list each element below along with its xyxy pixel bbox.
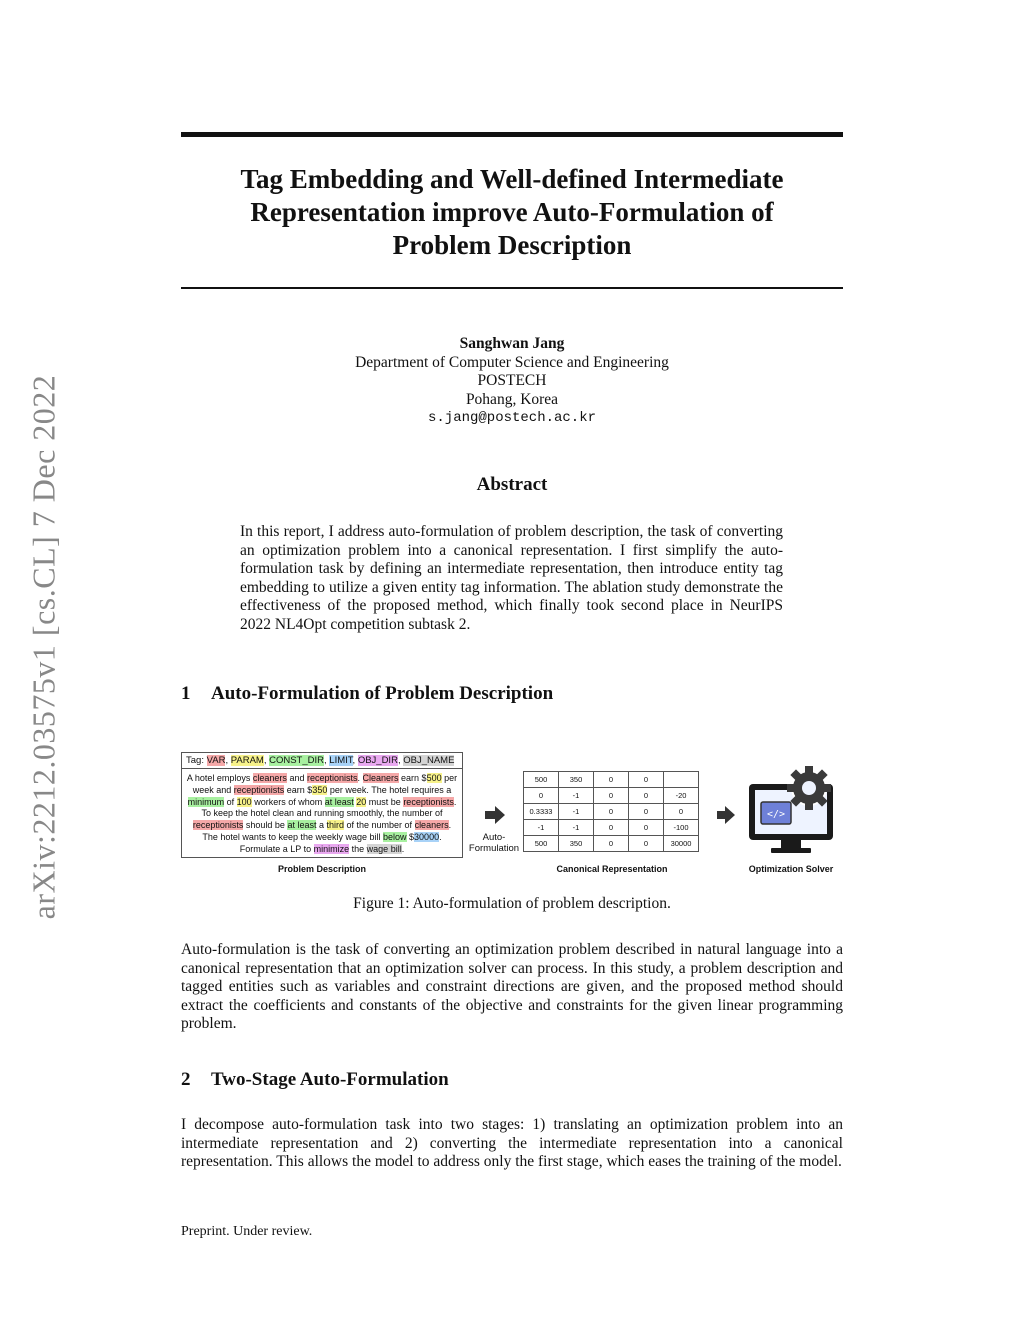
problem-description-box [181,752,463,858]
section-1-body: Auto-formulation is the task of converting an optimization problem described in natural language into a canonical representation that an optimization solver can process. In this study, a problem description and tagged entities such as variables and constraint directions are given, and the proposed method should extract the coefficients and constants of the objective and constraints for the given linear programming problem. [181,941,843,1032]
canonical-cell: 0 [594,772,629,788]
arxiv-sidebar-stamp [18,362,70,932]
figure-1-caption: Figure 1: Auto-formulation of problem description. [353,895,671,912]
tag-var: VAR [206,755,226,766]
tag-const-dir: CONST_DIR [269,755,325,766]
title-rule-top [181,132,843,137]
label-problem-description: Problem Description [277,864,367,874]
canonical-cell: 500 [524,772,559,788]
canonical-cell: 500 [524,836,559,852]
label-canonical-representation: Canonical Representation [556,864,668,874]
tag-limit: LIMIT [329,755,353,766]
arrow-right-icon [715,802,737,828]
computer-gear-icon [741,766,841,858]
canonical-cell: 0.3333 [524,804,559,820]
canonical-cell: -20 [664,788,699,804]
author-email: s.jang@postech.ac.kr [427,410,597,426]
figure-1 [181,748,843,883]
auto-formulation-label: Auto- Formulation [468,832,520,854]
tag-obj-name: OBJ_NAME [403,755,455,766]
canonical-cell: 0 [629,772,664,788]
canonical-row [524,836,699,852]
canonical-cell: 0 [629,836,664,852]
canonical-cell: 0 [594,804,629,820]
paper-title: Tag Embedding and Well-defined Intermediate Representation improve Auto-Formulation of Problem Description [240,164,784,260]
canonical-cell: 0 [524,788,559,804]
canonical-cell: 0 [629,820,664,836]
tag-param: PARAM [230,755,264,766]
canonical-cell: 0 [594,788,629,804]
canonical-representation-table [523,771,699,852]
arxiv-id: arXiv:2212.03575v1 [cs.CL] 7 Dec 2022 [25,374,62,920]
canonical-cell: -1 [559,788,594,804]
section-2-heading: 2 Two-Stage Auto-Formulation [181,1069,449,1090]
canonical-cell: 350 [559,836,594,852]
title-rule-bottom [181,287,843,289]
author-dept: Department of Computer Science and Engineering [355,353,669,371]
canonical-row [524,772,699,788]
section-1-heading: 1 Auto-Formulation of Problem Description [181,683,554,704]
problem-text: A hotel employs cleaners and receptionists. Cleaners earn $500 per week and receptionists earn $350 per week. The hotel requires a minimum of 100 workers of whom at least 20 must be receptionists. To keep the hotel clean and running smoothly, the number of receptionists should be at least a third of the number of cleaners. The hotel wants to keep the weekly wage bill below $30000. Formulate a LP to minimize the wage bill. [186,773,458,854]
tag-legend: Tag: VAR, PARAM, CONST_DIR, LIMIT, OBJ_DIR, OBJ_NAME [182,753,462,769]
tag-obj-dir: OBJ_DIR [357,755,398,766]
author-name: Sanghwan Jang [459,335,565,352]
canonical-cell: 0 [594,820,629,836]
canonical-cell: 0 [594,836,629,852]
canonical-row [524,820,699,836]
abstract-text: In this report, I address auto-formulation of problem description, the task of converting an optimization problem into a canonical representation. I first simplify the auto-formulation task by defining an intermediate representation, then introduce entity tag embedding to utilize a given entity tag information. The ablation study demonstrate the effectiveness of the proposed method, which finally took second place in NeurIPS 2022 NL4Opt competition subtask 2. [240,523,783,633]
abstract-heading: Abstract [476,474,548,495]
canonical-cell: 0 [629,788,664,804]
canonical-cell: 0 [629,804,664,820]
footer-note: Preprint. Under review. [181,1224,313,1239]
canonical-cell: -1 [559,820,594,836]
canonical-cell [664,772,699,788]
author-location: Pohang, Korea [465,390,559,408]
canonical-row [524,804,699,820]
canonical-cell: -1 [524,820,559,836]
canonical-cell: 350 [559,772,594,788]
canonical-cell: 30000 [664,836,699,852]
arrow-right-icon [479,802,509,832]
author-inst: POSTECH [477,372,547,389]
label-optimization-solver: Optimization Solver [748,864,834,874]
canonical-cell: -1 [559,804,594,820]
canonical-row [524,788,699,804]
canonical-cell: 0 [664,804,699,820]
author-block [181,335,843,428]
section-2-body: I decompose auto-formulation task into two stages: 1) translating an optimization problem into an intermediate representation and 2) converting the intermediate representation into a canonical representation. This allows the model to address only the first stage, which eases the training of the model. [181,1116,843,1170]
canonical-cell: -100 [664,820,699,836]
svg-text:</>: </> [766,809,786,820]
